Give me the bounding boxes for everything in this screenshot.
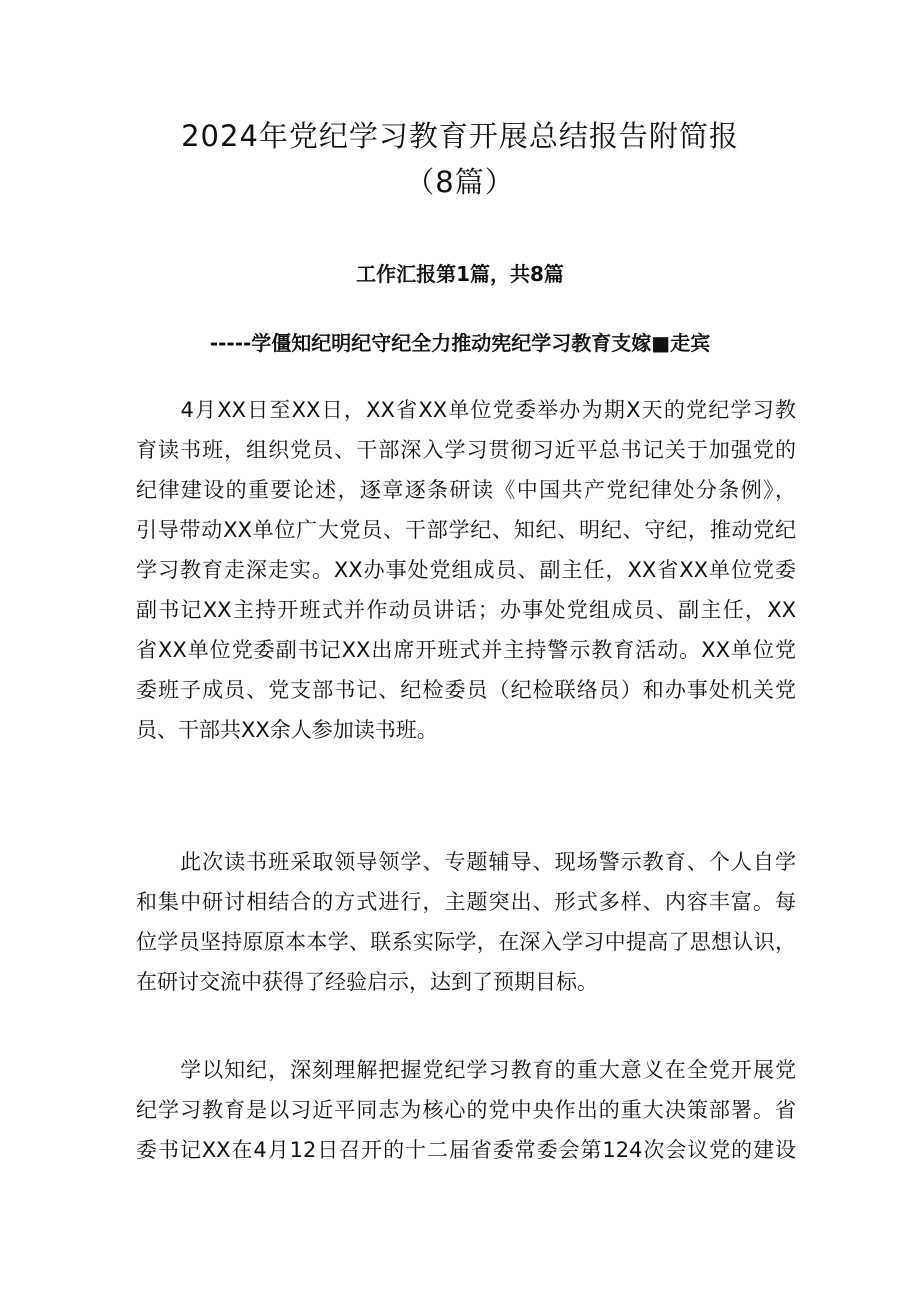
paragraph-line: 委班子成员、党支部书记、纪检委员（纪检联络员）和办事处机关党 [136, 678, 796, 702]
paragraph-line: 副书记XX主持开班式并作动员讲话；办事处党组成员、副主任，XX [136, 598, 796, 622]
section-heading: 工作汇报第1篇，共8篇 [356, 262, 564, 286]
paragraph-line: 和集中研讨相结合的方式进行，主题突出、形式多样、内容丰富。每 [136, 890, 796, 914]
paragraph-line: 员、干部共XX余人参加读书班。 [136, 718, 438, 742]
paragraph-line: 此次读书班采取领导领学、专题辅导、现场警示教育、个人自学 [136, 850, 796, 874]
paragraph-line: 位学员坚持原原本本学、联系实际学，在深入学习中提高了思想认识， [136, 930, 796, 954]
paragraph-line: 纪律建设的重要论述，逐章逐条研读《中国共产党纪律处分条例》， [136, 478, 796, 502]
document-title: 2024年党纪学习教育开展总结报告附简报 [181, 119, 739, 153]
paragraph-line: 纪学习教育是以习近平同志为核心的党中央作出的重大决策部署。省 [136, 1098, 796, 1122]
paragraph-1 [136, 390, 796, 750]
paragraph-line: 引导带动XX单位广大党员、干部学纪、知纪、明纪、守纪，推动党纪 [136, 518, 796, 542]
paragraph-line: 学以知纪，深刻理解把握党纪学习教育的重大意义在全党开展党 [136, 1058, 796, 1082]
section-subtitle: -----学僵知纪明纪守纪全力推动宪纪学习教育支嫁■走宾 [209, 331, 711, 355]
document-title-count: （8篇） [405, 165, 515, 199]
paragraph-line: 学习教育走深走实。XX办事处党组成员、副主任，XX省XX单位党委 [136, 558, 796, 582]
paragraph-line: 委书记XX在4月12日召开的十二届省委常委会第124次会议党的建设 [136, 1138, 796, 1162]
paragraph-line: 省XX单位党委副书记XX出席开班式并主持警示教育活动。XX单位党 [136, 638, 796, 662]
paragraph-line: 育读书班，组织党员、干部深入学习贯彻习近平总书记关于加强党的 [136, 438, 796, 462]
paragraph-line: 4月XX日至XX日，XX省XX单位党委举办为期X天的党纪学习教 [136, 398, 796, 422]
paragraph-line: 在研讨交流中获得了经验启示，达到了预期目标。 [136, 970, 598, 994]
paragraph-3 [136, 1050, 796, 1170]
paragraph-2 [136, 842, 796, 1002]
